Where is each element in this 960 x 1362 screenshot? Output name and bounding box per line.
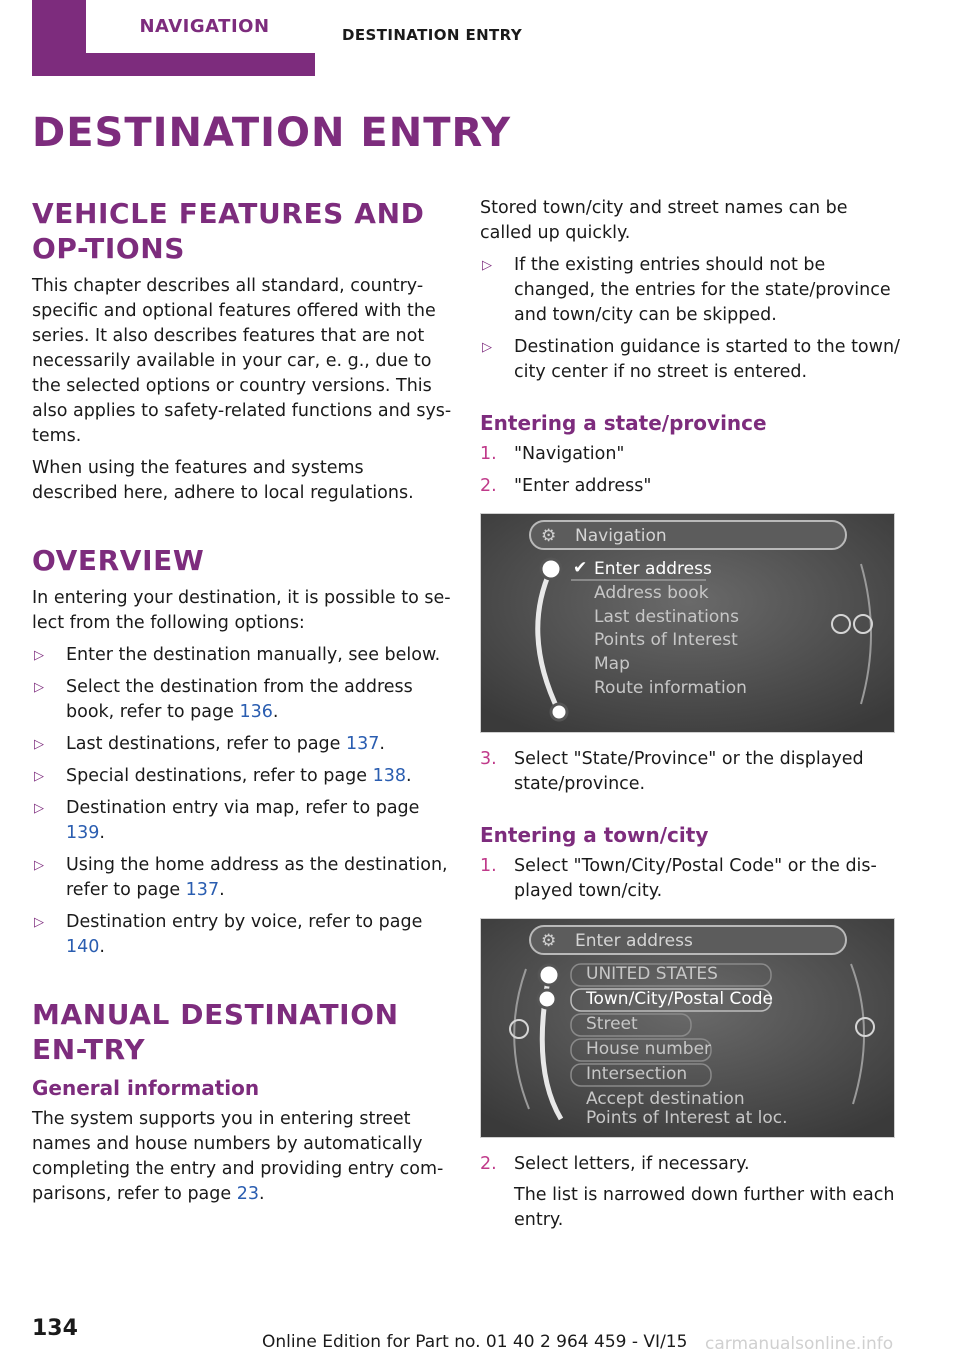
- town-step-2: [480, 1152, 900, 1177]
- triangle-bullet-icon: ▷: [34, 858, 44, 873]
- list-item: ▷ If the existing entries should not be changed, the entries for the state/province and town/city can be skipped.: [482, 255, 891, 325]
- list-item: ▷ Destination guidance is started to the town/ city center if no street is entered.: [482, 337, 900, 382]
- list-item: 3. Select "State/Province" or the displayed state/province.: [480, 749, 864, 794]
- list-item: ▷ Destination entry via map, refer to page 139.: [34, 798, 420, 843]
- menu-item-intersection: Intersection: [586, 1064, 688, 1084]
- vehicle-features-paragraph-2: When using the features and systems described here, adhere to local regulations.: [32, 458, 414, 503]
- menu-item-enter-address: Enter address: [594, 559, 712, 579]
- triangle-bullet-icon: ▷: [34, 801, 44, 816]
- state-steps: [480, 442, 900, 499]
- list-item: 2. "Enter address": [480, 476, 652, 496]
- page-link-23[interactable]: 23: [236, 1184, 259, 1204]
- menu-item-street: Street: [586, 1014, 638, 1034]
- page-link-138[interactable]: 138: [372, 766, 406, 786]
- menu-item-route-information: Route information: [594, 678, 747, 698]
- page-link-139[interactable]: 139: [66, 823, 100, 843]
- list-item: 2. Select letters, if necessary.: [480, 1154, 750, 1174]
- page-title: DESTINATION ENTRY: [32, 110, 512, 156]
- left-column: [32, 196, 452, 1214]
- settings-icon: ⚙: [541, 526, 557, 546]
- triangle-bullet-icon: ▷: [482, 258, 492, 273]
- triangle-bullet-icon: ▷: [34, 680, 44, 695]
- town-city-heading: Entering a town/city: [480, 823, 709, 847]
- vehicle-features-heading: VEHICLE FEATURES AND OP-TIONS: [32, 197, 425, 265]
- triangle-bullet-icon: ▷: [482, 340, 492, 355]
- chapter-tab: [32, 0, 315, 76]
- menu-item-map: Map: [594, 654, 630, 674]
- stored-names-intro: Stored town/city and street names can be called up quickly.: [480, 198, 848, 243]
- list-item: 1. "Navigation": [480, 444, 625, 464]
- list-item: ▷ Special destinations, refer to page 138.: [32, 764, 452, 789]
- chapter-tab-label-box: [86, 0, 323, 53]
- overview-list: [32, 643, 452, 960]
- list-item: ▷ Enter the destination manually, see below.: [32, 643, 452, 668]
- page-number: 134: [32, 1316, 78, 1341]
- menu-item-country: UNITED STATES: [586, 964, 718, 984]
- list-item: 1. Select "Town/City/Postal Code" or the dis-played town/city.: [480, 856, 877, 901]
- triangle-bullet-icon: ▷: [34, 915, 44, 930]
- overview-intro: In entering your destination, it is possible to se-lect from the following options:: [32, 588, 451, 633]
- list-item: ▷ Destination entry by voice, refer to page 140.: [34, 912, 423, 957]
- vehicle-features-paragraph-1: This chapter describes all standard, country-specific and optional features offered with the series. It also describes features that are not necessarily available in your car, e. g., due to the selected options or country versions. This also applies to safety-related functions and sys-tems.: [32, 276, 452, 446]
- navigation-menu-screenshot: [480, 513, 895, 733]
- breadcrumb: DESTINATION ENTRY: [342, 26, 523, 44]
- settings-icon: ⚙: [541, 931, 557, 951]
- menu-item-last-destinations: Last destinations: [594, 607, 739, 627]
- screen-header: ⚙ Enter address: [529, 925, 847, 955]
- menu-item-house-number: House number: [586, 1039, 712, 1059]
- chapter-tab-label: NAVIGATION: [139, 16, 270, 37]
- right-column: [480, 196, 900, 1240]
- page-link-137[interactable]: 137: [345, 734, 380, 754]
- menu-item-poi-at-location: Points of Interest at loc.: [586, 1108, 788, 1128]
- state-province-heading: Entering a state/province: [480, 411, 767, 435]
- enter-address-screenshot: [480, 918, 895, 1138]
- general-information-text: The system supports you in entering street names and house numbers by automatically completing the entry and providing entry com-parisons, refer to page 23.: [32, 1109, 444, 1204]
- edition-note: Online Edition for Part no. 01 40 2 964 459 - VI/15: [262, 1332, 688, 1352]
- manual-entry-heading: MANUAL DESTINATION EN-TRY: [32, 998, 399, 1066]
- menu-item-accept-destination: Accept destination: [586, 1089, 745, 1109]
- menu-item-town-city: Town/City/Postal Code: [586, 989, 773, 1009]
- check-icon: ✔: [573, 558, 588, 578]
- right-bullets: [480, 253, 900, 385]
- overview-heading: OVERVIEW: [32, 544, 205, 577]
- page-link-140[interactable]: 140: [66, 937, 100, 957]
- town-step-2-note: The list is narrowed down further with each entry.: [514, 1185, 895, 1230]
- triangle-bullet-icon: ▷: [34, 769, 44, 784]
- general-information-heading: General information: [32, 1076, 260, 1100]
- page-link-136[interactable]: 136: [239, 702, 273, 722]
- triangle-bullet-icon: ▷: [34, 648, 44, 663]
- list-item: ▷ Last destinations, refer to page 137.: [32, 732, 452, 757]
- list-item: ▷ Select the destination from the address book, refer to page 136.: [34, 677, 413, 722]
- screen-header: ⚙ Navigation: [529, 520, 847, 550]
- menu-item-points-of-interest: Points of Interest: [594, 630, 738, 650]
- state-step-3: [480, 747, 900, 797]
- town-steps: [480, 854, 900, 904]
- list-item: ▷ Using the home address as the destination, refer to page 137.: [34, 855, 448, 900]
- triangle-bullet-icon: ▷: [34, 737, 44, 752]
- watermark: carmanualsonline.info: [705, 1334, 894, 1354]
- menu-item-address-book: Address book: [594, 583, 709, 603]
- page-link-137b[interactable]: 137: [185, 880, 220, 900]
